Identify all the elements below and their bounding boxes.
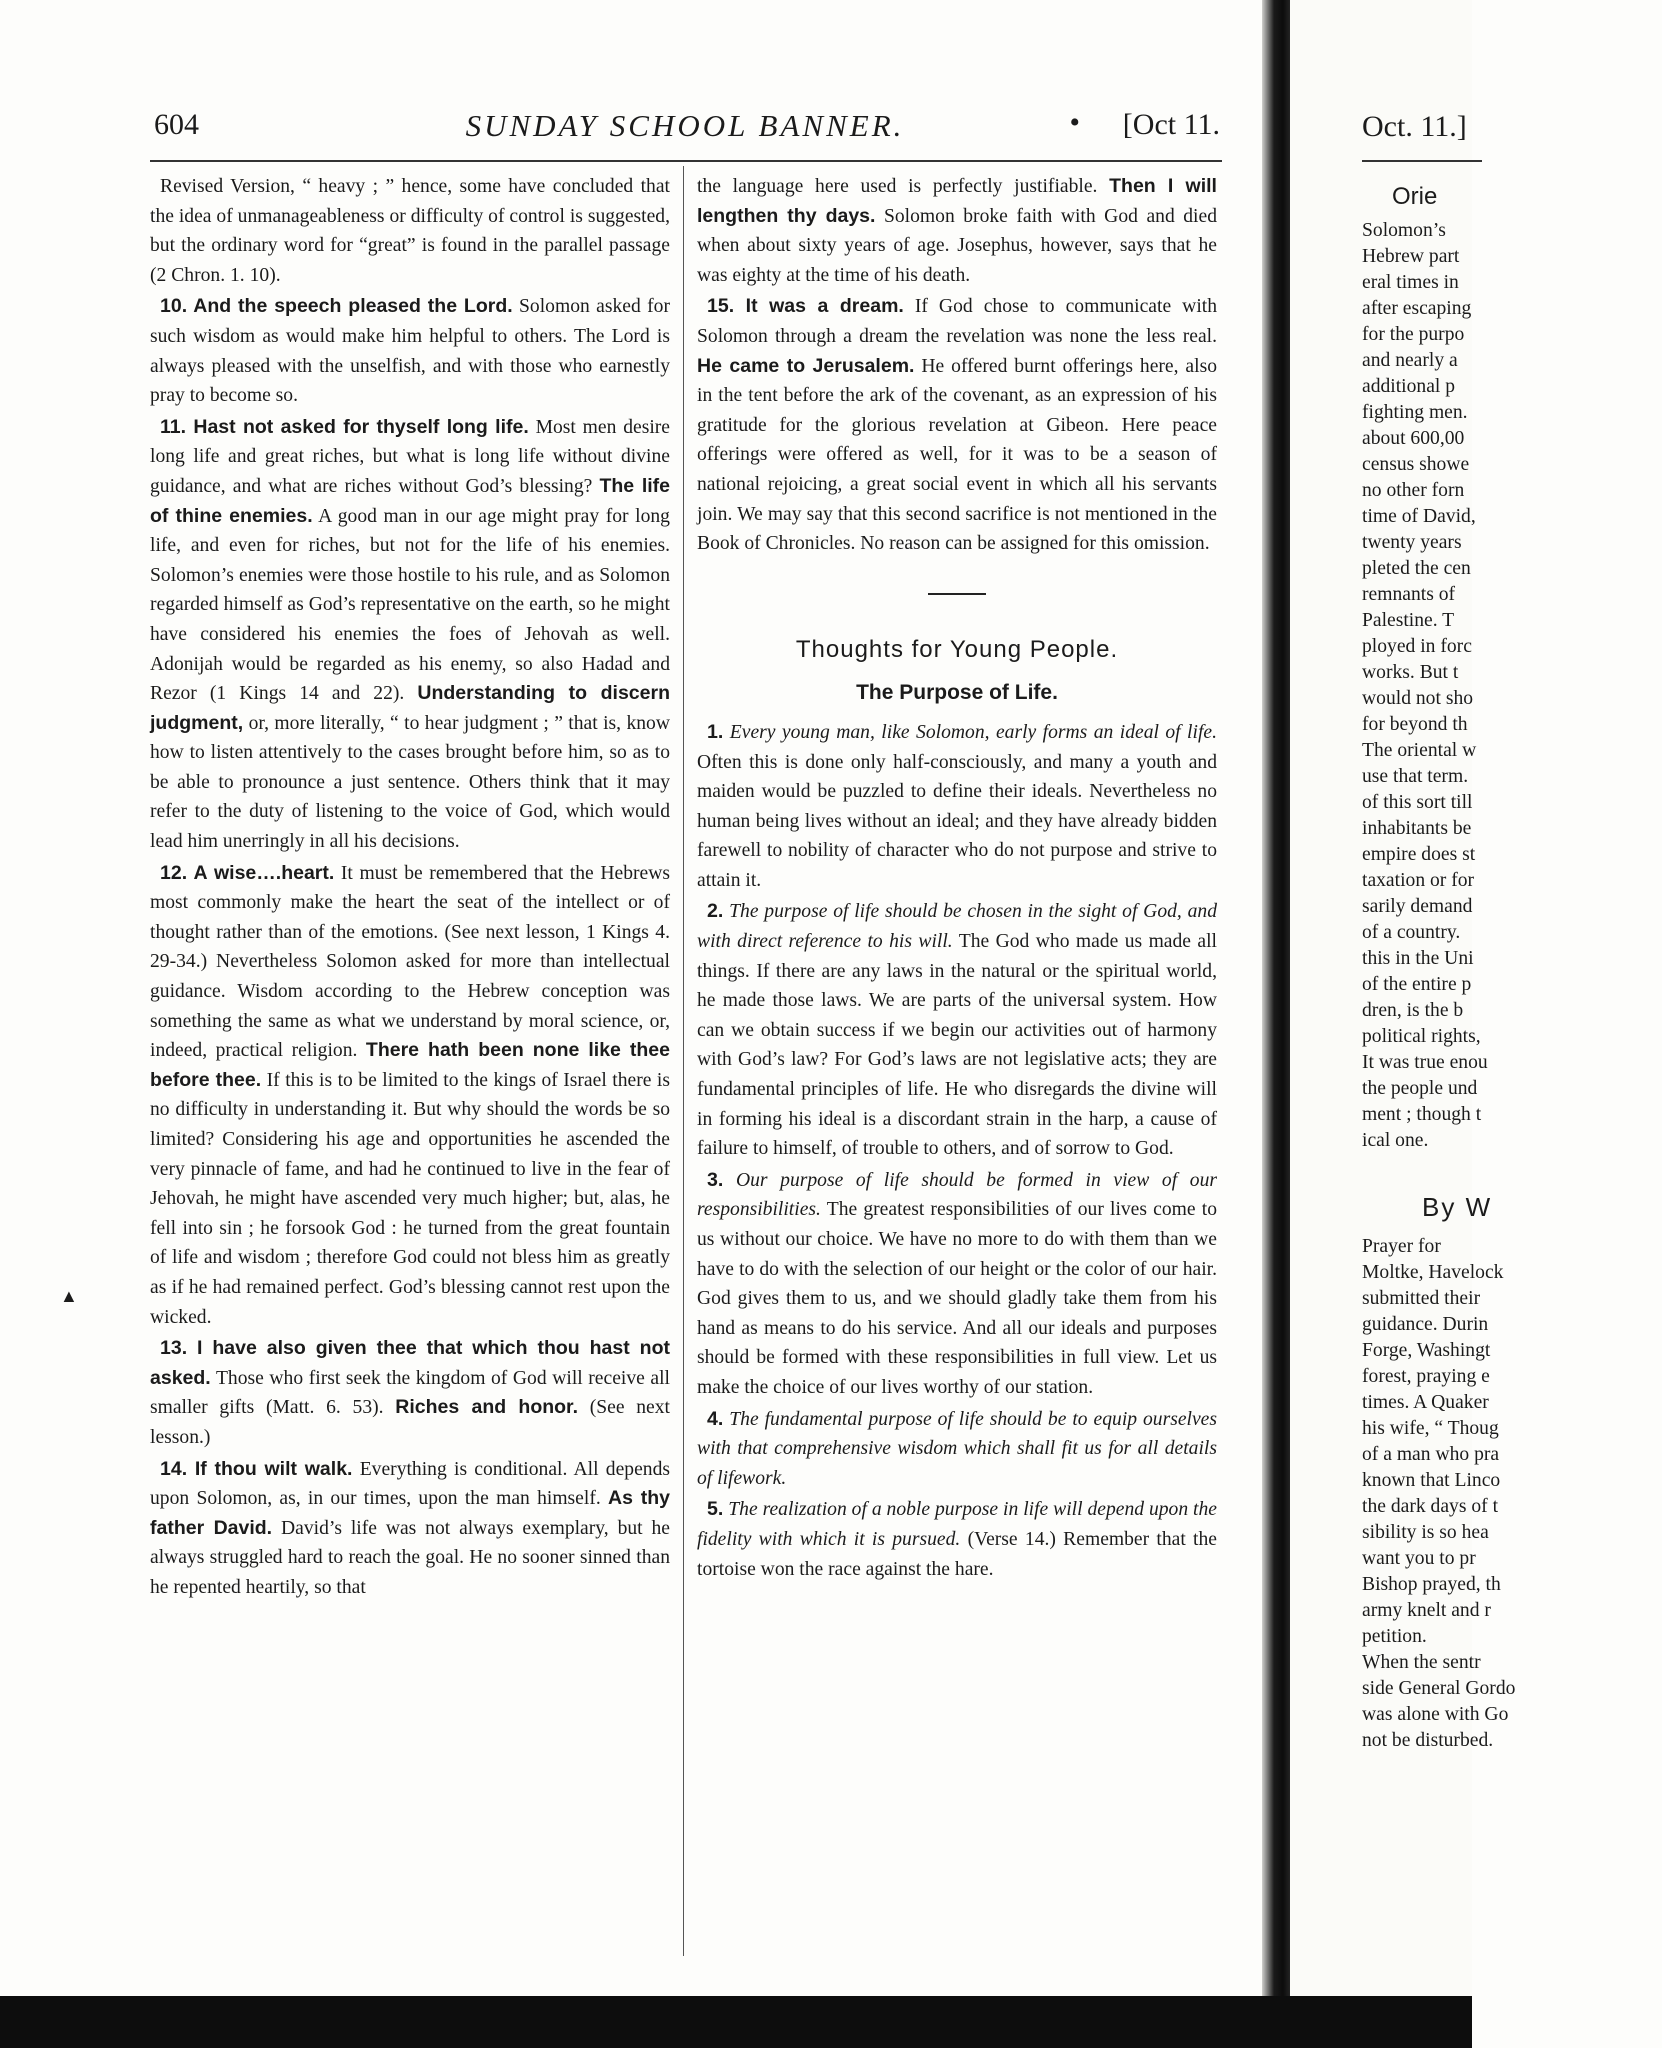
facing-line: no other forn (1362, 480, 1465, 501)
running-header (150, 108, 1220, 158)
facing-line: census showe (1362, 454, 1470, 475)
facing-line: after escaping (1362, 298, 1472, 319)
facing-line: of a country. (1362, 922, 1461, 943)
paragraph: 15. It was a dream. If God chose to communicate with Solomon through a dream the revelation was none the less real. He came to Jerusalem. He offered burnt offerings here, also in the tent before the ark of the covenant, as an expression of his gratitude for the glorious revelation at Gibeon. Here peace offerings were offered as well, for it was to be a season of national rejoicing, a great social event in which all his servants join. We may say that this second sacrifice is not mentioned in the Book of Chronicles. No reason can be assigned for this omission. (697, 295, 1218, 555)
section-subtitle: The Purpose of Life. (856, 681, 1058, 705)
facing-line: pleted the cen (1362, 558, 1471, 579)
facing-line: Prayer for (1362, 1236, 1441, 1257)
facing-line: times. A Quaker (1362, 1392, 1489, 1413)
page-title: SUNDAY SCHOOL BANNER. (465, 108, 905, 143)
facing-line: works. But t (1362, 662, 1459, 683)
facing-line: ment ; though t (1362, 1104, 1482, 1125)
facing-page-rule (1362, 160, 1482, 162)
facing-lines-2 (1362, 1234, 1662, 1754)
facing-line: inhabitants be (1362, 818, 1472, 839)
facing-line: of the entire p (1362, 974, 1472, 995)
margin-mark: ▲ (60, 1286, 78, 1306)
header-dot: • (1069, 106, 1080, 139)
paragraph: 10. And the speech pleased the Lord. Solomon asked for such wisdom as would make him helpful to others. The Lord is always pleased with the unselfish, and with those who earnestly pray to become so. (150, 295, 670, 407)
facing-line: for beyond th (1362, 714, 1468, 735)
facing-line: taxation or for (1362, 870, 1475, 891)
facing-line: political rights, (1362, 1026, 1481, 1047)
facing-line: and nearly a (1362, 350, 1458, 371)
facing-line: Forge, Washingt (1362, 1340, 1491, 1361)
facing-line: the dark days of t (1362, 1496, 1499, 1517)
facing-heading-1: Orie (1392, 183, 1438, 210)
paragraph: the language here used is perfectly justifiable. Then I will lengthen thy days. Solomon broke faith with God and died when about sixty years of age. Josephus, however, says that he was eighty at the time of his death. (697, 175, 1217, 286)
facing-heading-2: By W (1422, 1192, 1493, 1222)
paragraph: 13. I have also given thee that which thou hast not asked. Those who first seek the kingdom of God will receive all smaller gifts (Matt. 6. 53). Riches and honor. (See next lesson.) (150, 1337, 670, 1448)
thought-item: 3. Our purpose of life should be formed in view of our responsibilities. The greatest responsibilities of our lives come to us without our choice. We have no more to do with them than we have to do with the selection of our height or the color of our hair. God gives them to us, and we should gladly take them from his hand as means to do his service. And all our ideals and purposes should be formed with these responsibilities in full view. Let us make the choice of our lives worthy of our station. (697, 1168, 1217, 1398)
facing-line: time of David, (1362, 506, 1476, 527)
header-rule (150, 160, 1222, 162)
facing-page (1290, 0, 1516, 2048)
facing-line: eral times in (1362, 272, 1459, 293)
facing-line: of this sort till (1362, 792, 1473, 813)
section-divider (928, 593, 986, 595)
section-title: Thoughts for Young People. (795, 635, 1119, 663)
facing-line: would not sho (1362, 688, 1474, 709)
facing-lines-1 (1362, 218, 1662, 1154)
facing-line: guidance. Durin (1362, 1314, 1489, 1335)
facing-page-text (1362, 182, 1662, 1754)
facing-line: twenty years (1362, 532, 1462, 553)
facing-page-date: Oct. 11.] (1362, 110, 1467, 143)
facing-line: forest, praying e (1362, 1366, 1490, 1387)
thought-item: 1. Every young man, like Solomon, early forms an ideal of life. Often this is done only half-consciously, and many a youth and maiden would be puzzled to define their ideals. Nevertheless no human being lives without an ideal; and they have already bidden farewell to nobility of character who do not purpose and strive to attain it. (697, 720, 1217, 891)
facing-line: remnants of (1362, 584, 1456, 605)
facing-line: not be disturbed. (1362, 1730, 1494, 1751)
facing-line: sarily demand (1362, 896, 1473, 917)
facing-line: Hebrew part (1362, 246, 1460, 267)
column-rule (683, 166, 684, 1956)
page-number: 604 (154, 108, 199, 141)
right-column (697, 172, 1217, 1584)
facing-line: of a man who pra (1362, 1444, 1500, 1465)
facing-line: this in the Uni (1362, 948, 1474, 969)
facing-line: the people und (1362, 1078, 1478, 1099)
facing-line: sibility is so hea (1362, 1522, 1489, 1543)
paragraph: 12. A wise….heart. It must be remembered that the Hebrews most commonly make the heart the seat of the intellect or of thought rather than of the emotions. (See next lesson, 1 Kings 4. 29-34.) Nevertheless Solomon asked for more than intellectual guidance. Wisdom according to the Hebrew conception was something the same as what we understand by moral science, or, indeed, practical religion. There hath been none like thee before thee. If this is to be limited to the kings of Israel there is no difficulty in understanding it. But why should the words be so limited? Considering his age and opportunities he ascended the very pinnacle of fame, and had he continued to live in the fear of Jehovah, he might have ascended very much higher; but, alas, he fell into sin ; he forsook God : he turned from the great fountain of life and wisdom ; therefore God could not bless him as greatly as if he had remained perfect. God’s blessing cannot rest upon the wicked. (150, 861, 670, 1328)
scan-border (0, 1996, 1472, 2048)
facing-line: Solomon’s (1362, 220, 1446, 241)
facing-line: submitted their (1362, 1288, 1481, 1309)
paragraph: Revised Version, “ heavy ; ” hence, some have concluded that the idea of unmanageableness or difficulty of control is suggested, but the ordinary word for “great” is found in the parallel passage (2 Chron. 1. 10). (150, 176, 670, 286)
thought-item: 2. The purpose of life should be chosen in the sight of God, and with direct reference to his will. The God who made us made all things. If there are any laws in the natural or the spiritual world, he made those laws. We are parts of the universal system. How can we obtain success if we begin our activities out of harmony with God’s law? For God’s laws are not legislative acts; they are fundamental principles of life. He who disregards the divine will in forming his ideal is a discordant strain in the harp, a cause of failure to himself, of trouble to others, and of sorrow to God. (697, 900, 1217, 1160)
facing-line: It was true enou (1362, 1052, 1488, 1073)
facing-line: about 600,00 (1362, 428, 1465, 449)
facing-line: Palestine. T (1362, 610, 1455, 631)
facing-line: petition. (1362, 1626, 1427, 1647)
facing-line: additional p (1362, 376, 1456, 397)
left-column (150, 172, 670, 1603)
facing-line: ical one. (1362, 1130, 1429, 1151)
thought-item: 4. The fundamental purpose of life should be to equip ourselves with that comprehensive wisdom which shall fit us for all details of lifework. (697, 1407, 1217, 1489)
facing-line: his wife, “ Thoug (1362, 1418, 1499, 1439)
facing-line: empire does st (1362, 844, 1476, 865)
facing-line: use that term. (1362, 766, 1469, 787)
paragraph: 11. Hast not asked for thyself long life. Most men desire long life and great riches, but what is long life without divine guidance, and what are riches without God’s blessing? The life of thine enemies. A good man in our age might pray for long life, and even for riches, but not for the life of his enemies. Solomon’s enemies were those hostile to his rule, and as Solomon regarded himself as God’s representative on the earth, so he might have considered his enemies the foes of Jehovah as well. Adonijah would be regarded as his enemy, so also Hadad and Rezor (1 Kings 14 and 22). Understanding to discern judgment, or, more literally, “ to hear judgment ; ” that is, know how to listen attentively to the cases brought before him, so as to be able to pronounce a just sentence. Others think that it may refer to the duty of listening to the voice of God, which would lead him unerringly in all his decisions. (150, 415, 670, 853)
page-gutter (1262, 0, 1292, 2048)
facing-line: Bishop prayed, th (1362, 1574, 1501, 1595)
facing-line: side General Gordo (1362, 1678, 1516, 1699)
header-date: [Oct 11. (1122, 108, 1220, 141)
facing-line: was alone with Go (1362, 1704, 1509, 1725)
thought-item: 5. The realization of a noble purpose in life will depend upon the fidelity with which it is pursued. (Verse 14.) Remember that the tortoise won the race against the hare. (697, 1498, 1217, 1580)
facing-line: ployed in forc (1362, 636, 1472, 657)
facing-line: dren, is the b (1362, 1000, 1464, 1021)
facing-line: The oriental w (1362, 740, 1477, 761)
facing-line: for the purpo (1362, 324, 1465, 345)
facing-line: army knelt and r (1362, 1600, 1491, 1621)
facing-line: fighting men. (1362, 402, 1468, 423)
facing-line: When the sentr (1362, 1652, 1481, 1673)
facing-line: known that Linco (1362, 1470, 1501, 1491)
facing-line: Moltke, Havelock (1362, 1262, 1504, 1283)
paragraph: 14. If thou wilt walk. Everything is conditional. All depends upon Solomon, as, in our times, upon the man himself. As thy father David. David’s life was not always exemplary, but he always struggled hard to reach the goal. He no sooner sinned than he repented heartily, so that (150, 1457, 670, 1598)
facing-line: want you to pr (1362, 1548, 1476, 1569)
